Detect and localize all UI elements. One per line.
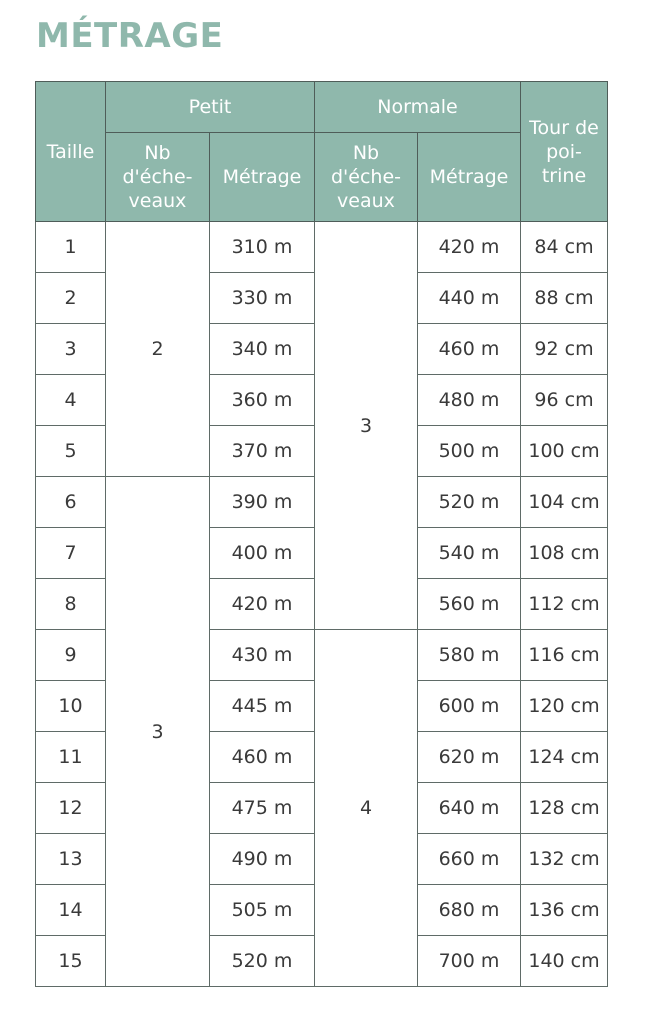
cell-tour-de-poitrine: 124 cm <box>521 732 608 783</box>
header-tour-line: trine <box>541 164 587 187</box>
table-row <box>36 222 608 273</box>
cell-tour-de-poitrine: 120 cm <box>521 681 608 732</box>
header-normale: Normale <box>315 82 521 133</box>
cell-tour-de-poitrine: 92 cm <box>521 324 608 375</box>
table-header <box>36 82 608 222</box>
cell-taille: 13 <box>36 834 106 885</box>
cell-normale-metrage: 600 m <box>418 681 521 732</box>
cell-normale-metrage: 560 m <box>418 579 521 630</box>
cell-taille: 2 <box>36 273 106 324</box>
cell-normale-metrage: 700 m <box>418 936 521 987</box>
cell-tour-de-poitrine: 104 cm <box>521 477 608 528</box>
cell-tour-de-poitrine: 108 cm <box>521 528 608 579</box>
cell-taille: 7 <box>36 528 106 579</box>
header-taille: Taille <box>36 82 106 222</box>
cell-normale-metrage: 520 m <box>418 477 521 528</box>
cell-normale-metrage: 540 m <box>418 528 521 579</box>
cell-tour-de-poitrine: 140 cm <box>521 936 608 987</box>
cell-petit-metrage: 475 m <box>210 783 315 834</box>
cell-taille: 14 <box>36 885 106 936</box>
header-nb-line: Nb <box>352 142 380 164</box>
cell-tour-de-poitrine: 112 cm <box>521 579 608 630</box>
cell-taille: 4 <box>36 375 106 426</box>
cell-petit-metrage: 310 m <box>210 222 315 273</box>
cell-petit-metrage: 340 m <box>210 324 315 375</box>
cell-normale-metrage: 420 m <box>418 222 521 273</box>
cell-petit-metrage: 505 m <box>210 885 315 936</box>
header-normale-metrage: Métrage <box>418 133 521 222</box>
cell-tour-de-poitrine: 100 cm <box>521 426 608 477</box>
cell-tour-de-poitrine: 128 cm <box>521 783 608 834</box>
cell-taille: 15 <box>36 936 106 987</box>
cell-petit-metrage: 400 m <box>210 528 315 579</box>
cell-taille: 11 <box>36 732 106 783</box>
cell-normale-nb-echeveaux: 4 <box>315 630 418 987</box>
header-petit-metrage: Métrage <box>210 133 315 222</box>
header-tour-line: poi- <box>546 140 582 163</box>
header-petit: Petit <box>106 82 315 133</box>
cell-normale-metrage: 500 m <box>418 426 521 477</box>
table-body <box>36 222 608 987</box>
cell-taille: 6 <box>36 477 106 528</box>
header-normale-nb-echeveaux <box>315 133 418 222</box>
header-tour-de-poitrine <box>521 82 608 222</box>
cell-taille: 12 <box>36 783 106 834</box>
cell-taille: 5 <box>36 426 106 477</box>
page-title: MÉTRAGE <box>36 16 224 56</box>
cell-taille: 9 <box>36 630 106 681</box>
cell-petit-metrage: 520 m <box>210 936 315 987</box>
cell-petit-nb-echeveaux: 3 <box>106 477 210 987</box>
header-nb-line: Nb <box>144 142 171 164</box>
cell-normale-nb-echeveaux: 3 <box>315 222 418 630</box>
cell-normale-metrage: 480 m <box>418 375 521 426</box>
cell-petit-metrage: 490 m <box>210 834 315 885</box>
header-tour-line: Tour de <box>529 116 599 139</box>
header-nb-line: d'éche- <box>122 166 193 188</box>
cell-normale-metrage: 460 m <box>418 324 521 375</box>
cell-petit-metrage: 430 m <box>210 630 315 681</box>
cell-tour-de-poitrine: 96 cm <box>521 375 608 426</box>
header-petit-nb-echeveaux <box>106 133 210 222</box>
cell-petit-metrage: 445 m <box>210 681 315 732</box>
cell-normale-metrage: 580 m <box>418 630 521 681</box>
cell-tour-de-poitrine: 116 cm <box>521 630 608 681</box>
cell-petit-metrage: 420 m <box>210 579 315 630</box>
header-nb-line: veaux <box>128 190 187 212</box>
cell-normale-metrage: 660 m <box>418 834 521 885</box>
cell-petit-nb-echeveaux: 2 <box>106 222 210 477</box>
cell-normale-metrage: 640 m <box>418 783 521 834</box>
cell-petit-metrage: 330 m <box>210 273 315 324</box>
cell-taille: 8 <box>36 579 106 630</box>
cell-petit-metrage: 370 m <box>210 426 315 477</box>
cell-tour-de-poitrine: 88 cm <box>521 273 608 324</box>
cell-petit-metrage: 360 m <box>210 375 315 426</box>
cell-petit-metrage: 390 m <box>210 477 315 528</box>
cell-tour-de-poitrine: 84 cm <box>521 222 608 273</box>
cell-normale-metrage: 620 m <box>418 732 521 783</box>
cell-taille: 1 <box>36 222 106 273</box>
metrage-table <box>35 81 608 987</box>
cell-taille: 10 <box>36 681 106 732</box>
cell-tour-de-poitrine: 132 cm <box>521 834 608 885</box>
cell-normale-metrage: 680 m <box>418 885 521 936</box>
header-nb-line: veaux <box>337 190 395 212</box>
cell-normale-metrage: 440 m <box>418 273 521 324</box>
cell-tour-de-poitrine: 136 cm <box>521 885 608 936</box>
cell-taille: 3 <box>36 324 106 375</box>
header-nb-line: d'éche- <box>330 166 401 188</box>
cell-petit-metrage: 460 m <box>210 732 315 783</box>
